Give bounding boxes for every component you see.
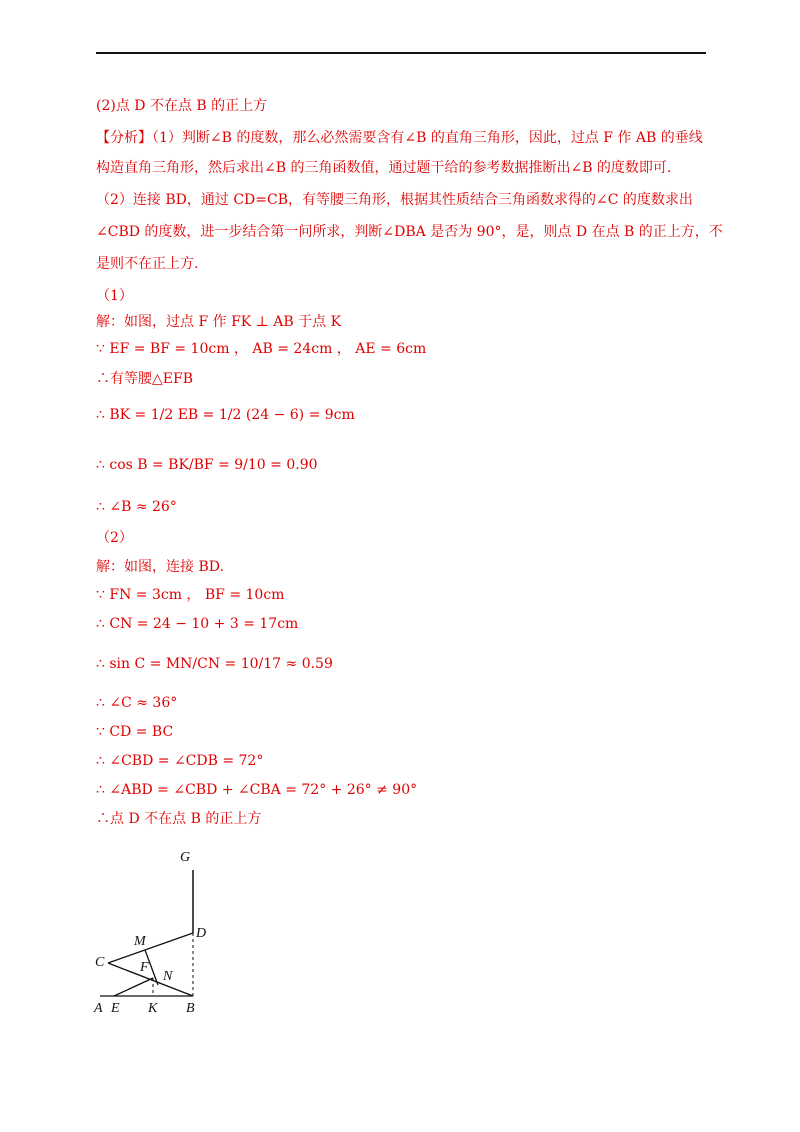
heading: (2)点 D 不在点 B 的正上方 <box>96 98 268 114</box>
label-b: B <box>186 1001 195 1016</box>
label-m: M <box>134 934 146 949</box>
analysis-line-5: 是则不在正上方. <box>96 256 199 272</box>
label-e: E <box>111 1001 120 1016</box>
part2-label: （2） <box>96 530 133 546</box>
analysis-line-4: ∠CBD 的度数，进一步结合第一问所求，判断∠DBA 是否为 90°，是，则点 D 在点 B 的正上方，不 <box>96 224 723 240</box>
analysis-line-3: （2）连接 BD，通过 CD=CB，有等腰三角形，根据其性质结合三角函数求得的∠C 的度数求出 <box>96 192 693 208</box>
part1-step-5: ∴ ∠B ≈ 26° <box>96 499 177 515</box>
geometry-figure <box>90 845 220 1020</box>
analysis-line-1: 【分析】（1）判断∠B 的度数，那么必然需要含有∠B 的直角三角形，因此，过点 F 作 AB 的垂线 <box>96 130 703 146</box>
part1-solve: 解：如图，过点 F 作 FK ⊥ AB 于点 K <box>96 314 342 330</box>
part1-step-1: ∵ EF = BF = 10cm ， AB = 24cm ， AE = 6cm <box>96 341 427 357</box>
part2-step-1: ∵ FN = 3cm ， BF = 10cm <box>96 587 285 603</box>
label-g: G <box>180 850 191 865</box>
line-ef <box>114 978 153 996</box>
header-rule <box>96 52 706 54</box>
part2-step-7: ∴ ∠ABD = ∠CBD + ∠CBA = 72° + 26° ≠ 90° <box>96 782 418 798</box>
label-n: N <box>163 969 173 984</box>
part2-step-3: ∴ sin C = MN/CN = 10/17 ≈ 0.59 <box>96 656 333 672</box>
label-f: F <box>140 960 149 975</box>
part2-solve: 解：如图，连接 BD. <box>96 559 224 575</box>
line-cd <box>108 933 193 963</box>
part2-step-6: ∴ ∠CBD = ∠CDB = 72° <box>96 753 264 769</box>
part2-conclusion: ∴点 D 不在点 B 的正上方 <box>96 811 262 827</box>
label-c: C <box>95 955 105 970</box>
analysis-line-2: 构造直角三角形，然后求出∠B 的三角函数值，通过题干给的参考数据推断出∠B 的度数即可. <box>96 160 672 176</box>
label-d: D <box>196 926 207 941</box>
part1-step-4: ∴ cos B = BK/BF = 9/10 = 0.90 <box>96 457 318 473</box>
label-a: A <box>94 1001 103 1016</box>
part1-step-2: ∴有等腰△EFB <box>96 371 193 387</box>
part2-step-5: ∵ CD = BC <box>96 724 174 740</box>
label-k: K <box>148 1001 158 1016</box>
part1-step-3: ∴ BK = 1/2 EB = 1/2 (24 − 6) = 9cm <box>96 407 355 423</box>
part2-step-2: ∴ CN = 24 − 10 + 3 = 17cm <box>96 616 299 632</box>
part2-step-4: ∴ ∠C ≈ 36° <box>96 695 178 711</box>
part1-label: （1） <box>96 288 133 304</box>
